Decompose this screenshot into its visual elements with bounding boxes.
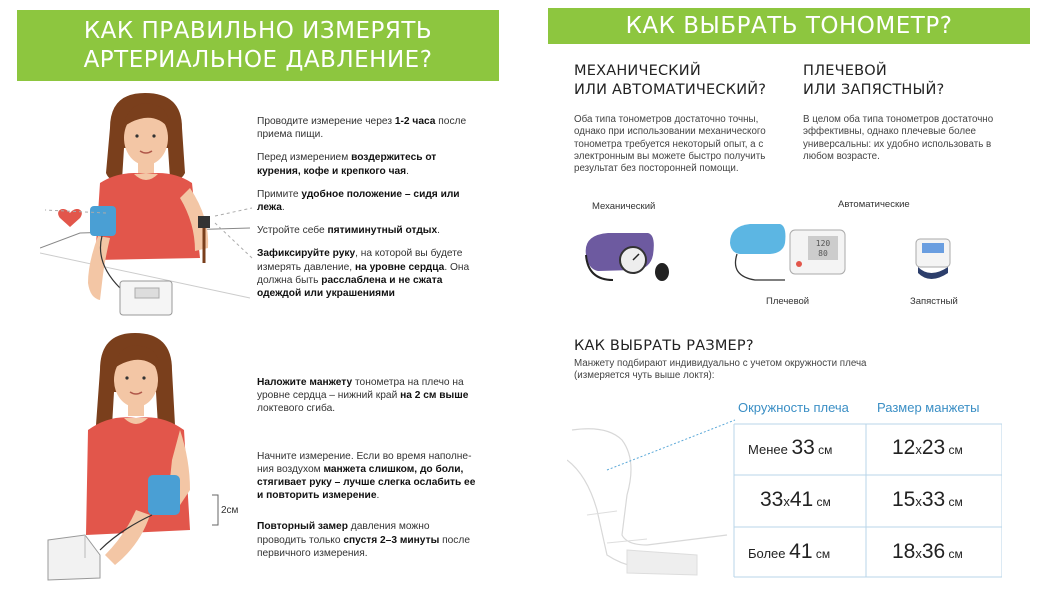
row3-pre: Более: [748, 546, 790, 561]
col-header-circumference: Окружность плеча: [738, 400, 849, 415]
measurement-bracket: [212, 495, 218, 525]
row1-cuff-unit: см: [945, 443, 963, 457]
instruction-bottom-3-segment: давления можно проводить только: [257, 521, 430, 546]
instruction-top-3-segment: удобное положение – сидя или лежа: [257, 188, 460, 214]
instruction-bottom-3-segment: Повторный замер: [257, 521, 348, 533]
instruction-top-5-segment: расслаблена и не сжата одеждой или украшениями: [257, 274, 443, 300]
instruction-bottom-3-segment: после первичного измерения.: [257, 534, 470, 559]
instruction-top-5: [257, 247, 477, 300]
row2-num: 33: [760, 488, 784, 511]
seated-measurement-illustration: [40, 88, 260, 323]
right-title: КАК ВЫБРАТЬ ТОНОМЕТР?: [625, 13, 953, 39]
instruction-bottom-2-segment: Начните измерение. Если во время наполне-ния воздухом: [257, 450, 472, 475]
wrist-tonometer-image: [910, 233, 955, 283]
shoulder-vs-wrist-heading-line1: ПЛЕЧЕВОЙ: [803, 63, 887, 79]
cuff-offset-label: 2см: [221, 505, 239, 516]
instruction-top-5-segment: на уровне сердца: [354, 261, 445, 273]
instruction-bottom-1: [257, 376, 477, 416]
left-title-banner: [17, 10, 499, 81]
row2-cuff-x: x: [915, 494, 922, 509]
row2-unit: см: [813, 495, 831, 509]
instruction-top-2-segment: Перед измерением: [257, 152, 352, 164]
caption-shoulder: Плечевой: [766, 296, 810, 307]
row1-cuff-a: 12: [892, 436, 916, 459]
instruction-top-4-segment: пятиминутный отдых: [327, 225, 438, 237]
arm-cuff-shape-2: [148, 475, 180, 515]
arm-cuff-shape: [90, 206, 116, 236]
mech-vs-auto-heading-line1: МЕХАНИЧЕСКИЙ: [574, 63, 701, 79]
row1-cuff-x: x: [915, 442, 922, 457]
mech-vs-auto-heading-line2: ИЛИ АВТОМАТИЧЕСКИЙ?: [574, 82, 767, 98]
row2-x: x: [783, 494, 790, 509]
instruction-top-1: [257, 115, 477, 141]
monitor-device-shape-2: [48, 535, 100, 580]
caption-automatic: Автоматические: [838, 199, 910, 210]
instruction-top-2-segment: .: [406, 165, 409, 177]
monitor-device-shape: [120, 281, 172, 315]
instruction-top-5-segment: . Она должна быть: [257, 261, 470, 286]
instruction-top-1-segment: Проводите измерение через: [257, 116, 395, 127]
instruction-top-3: [257, 188, 477, 214]
instruction-bottom-2-segment: .: [376, 490, 380, 502]
row2-cuff: [892, 488, 963, 512]
row1-cuff: [892, 436, 963, 460]
row2-circumference: [760, 488, 831, 512]
row3-cuff-x: x: [915, 546, 922, 561]
row3-cuff-a: 18: [892, 540, 916, 563]
col-header-cuff-size: Размер манжеты: [877, 400, 980, 415]
instructions-bottom: [257, 376, 477, 570]
mech-vs-auto-heading: [574, 62, 766, 100]
shoulder-vs-wrist-text: В целом оба типа тонометров достаточно эффективны, однако плечевые более универсальны: их удобно использовать в любом возрасте.: [803, 114, 994, 162]
instruction-bottom-3-segment: спустя 2–3 минуты: [343, 534, 440, 546]
instruction-top-4-segment: .: [437, 225, 441, 237]
row3-circumference: [748, 540, 830, 564]
row1-num: 33: [791, 436, 815, 459]
cuff-application-illustration: [40, 330, 260, 600]
instruction-top-2: [257, 151, 477, 177]
row2-num2: 41: [789, 488, 814, 511]
row2-cuff-b: 33: [921, 488, 946, 511]
right-title-banner: [548, 8, 1030, 44]
instruction-top-1-segment: 1-2 часа: [394, 116, 436, 127]
mech-vs-auto-text: Оба типа тонометров достаточно точны, однако при использовании механического тонометра требуется некоторый опыт, а с электронным вы можете быстро получить результат без посторонней помощи.: [574, 114, 766, 175]
instruction-top-1-segment: после приема пищи.: [257, 116, 467, 141]
shoulder-vs-wrist-heading: [803, 62, 944, 100]
instruction-bottom-3: [257, 520, 477, 560]
instruction-bottom-1-segment: тонометра на плечо на уровне сердца – нижний край: [257, 377, 464, 402]
row2-cuff-unit: см: [945, 495, 963, 509]
row1-unit: см: [814, 443, 833, 457]
arm-measurement-sketch: [567, 415, 737, 600]
instruction-top-3-segment: Примите: [257, 188, 302, 200]
size-description-line1: Манжету подбирают индивидуально с учетом окружности плеча: [574, 358, 867, 369]
row3-cuff-b: 36: [921, 540, 946, 563]
shoulder-tonometer-image: [725, 218, 850, 293]
row3-cuff-unit: см: [945, 547, 963, 561]
row3-num: 41: [789, 540, 813, 563]
left-title-line1: КАК ПРАВИЛЬНО ИЗМЕРЯТЬ: [83, 18, 433, 44]
caption-wrist: Запястный: [910, 296, 958, 307]
size-description-line2: (измеряется чуть выше локтя):: [574, 370, 715, 382]
row3-unit: см: [812, 547, 831, 561]
size-heading: КАК ВЫБРАТЬ РАЗМЕР?: [574, 338, 754, 354]
row1-pre: Менее: [748, 442, 792, 457]
instruction-top-4-segment: Устройте себе: [257, 225, 328, 237]
instructions-top: [257, 115, 477, 310]
instruction-top-3-segment: .: [281, 202, 285, 214]
monitor-sys-value: 120: [815, 239, 831, 248]
shoulder-vs-wrist-heading-line2: ИЛИ ЗАПЯСТНЫЙ?: [803, 82, 945, 98]
row2-cuff-a: 15: [892, 488, 916, 511]
instruction-top-5-segment: Зафиксируйте руку: [257, 248, 356, 260]
row3-cuff: [892, 540, 963, 564]
instruction-top-2-segment: воздержитесь от курения, кофе и крепкого чая: [257, 152, 437, 177]
row1-cuff-b: 23: [921, 436, 946, 459]
size-description: [574, 358, 904, 383]
instruction-bottom-1-segment: на 2 см выше: [400, 390, 469, 402]
row1-circumference: [748, 436, 832, 460]
instruction-bottom-1-segment: Наложите манжету: [257, 377, 353, 388]
left-title-line2: АРТЕРИАЛЬНОЕ ДАВЛЕНИЕ?: [83, 47, 433, 73]
instruction-bottom-1-segment: локтевого сгиба.: [257, 403, 336, 415]
instruction-top-5-segment: , на которой вы будете измерять давление,: [257, 248, 463, 273]
caption-mechanical: Механический: [592, 201, 656, 212]
instruction-bottom-2-segment: манжета слишком, до боли, стягивает руку – лучше слегка ослабить ее и повторить измерение: [257, 463, 476, 502]
monitor-dia-value: 80: [818, 249, 828, 258]
mechanical-tonometer-image: [578, 225, 678, 290]
instruction-top-4: [257, 224, 477, 237]
instruction-bottom-2: [257, 450, 477, 503]
